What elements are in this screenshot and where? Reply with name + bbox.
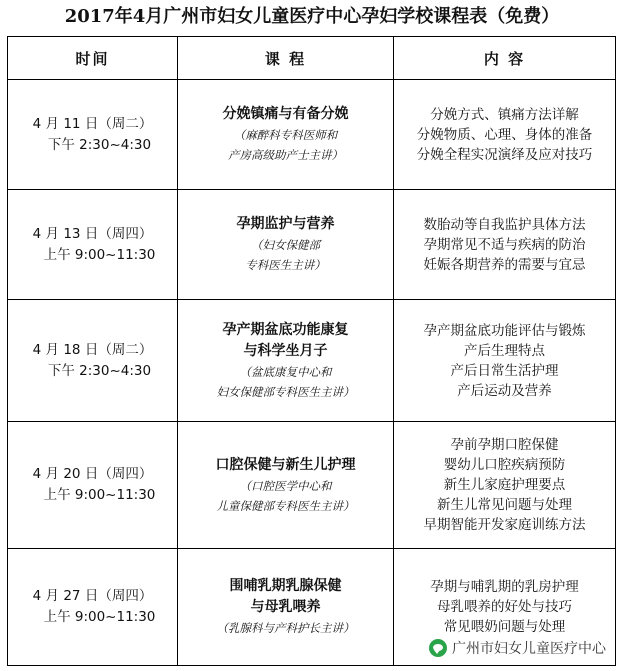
content-cell [394, 422, 616, 549]
course-name: 与母乳喂养 [250, 599, 321, 615]
time-cell [8, 80, 178, 190]
course-cell [178, 549, 394, 666]
content-item: 分娩方式、镇痛方法详解 [430, 106, 579, 123]
session-time: 上午 9:00~11:30 [43, 246, 156, 263]
time-cell [8, 549, 178, 666]
content-cell [394, 300, 616, 422]
course-name: 与科学坐月子 [243, 342, 328, 359]
course-name: 口腔保健与新生儿护理 [215, 456, 356, 473]
content-item: 婴幼儿口腔疾病预防 [443, 457, 566, 473]
course-name: 孕期监护与营养 [236, 216, 335, 232]
course-cell [178, 300, 394, 422]
session-date: 4 月 20 日（周四） [32, 466, 153, 482]
session-date: 4 月 18 日（周二） [32, 341, 153, 358]
content-item: 新生儿家庭护理要点 [443, 477, 566, 493]
content-item: 孕产期盆底功能评估与锻炼 [423, 322, 586, 339]
content-item: 数胎动等自我监护具体方法 [423, 216, 586, 233]
session-time: 上午 9:00~11:30 [43, 487, 156, 503]
content-item: 产后生理特点 [464, 342, 545, 359]
time-cell [8, 300, 178, 422]
course-cell [178, 422, 394, 549]
source-watermark [425, 637, 610, 659]
course-schedule-table [7, 36, 616, 666]
header-course: 课 程 [178, 37, 394, 80]
time-cell [8, 422, 178, 549]
session-date: 4 月 27 日（周四） [32, 588, 153, 604]
course-lecturer: 产房高级助产士主讲） [228, 148, 343, 162]
course-name: 分娩镇痛与有备分娩 [222, 106, 349, 122]
content-item: 妊娠各期营养的需要与宜忌 [423, 256, 586, 273]
course-lecturer: 专科医生主讲） [245, 258, 326, 272]
content-item: 新生儿常见问题与处理 [437, 497, 572, 513]
table-row [8, 300, 616, 422]
content-item: 孕前孕期口腔保健 [450, 437, 559, 453]
content-item: 母乳喂养的好处与技巧 [437, 599, 572, 615]
course-lecturer: （麻醉科专科医师和 [233, 128, 338, 142]
session-date: 4 月 11 日（周二） [32, 115, 153, 132]
watermark-text: 广州市妇女儿童医疗中心 [452, 641, 606, 657]
course-lecturer: 儿童保健部专科医生主讲） [216, 498, 355, 513]
course-cell [178, 80, 394, 190]
table-row [8, 80, 616, 190]
content-cell [394, 80, 616, 190]
header-time: 时间 [8, 37, 178, 80]
course-name: 孕产期盆底功能康复 [222, 321, 349, 338]
table-row [8, 422, 616, 549]
header-content: 内 容 [394, 37, 616, 80]
session-time: 上午 9:00~11:30 [43, 609, 156, 625]
course-lecturer: （口腔医学中心和 [239, 478, 332, 493]
table-row [8, 190, 616, 300]
content-item: 分娩物质、心理、身体的准备 [416, 126, 593, 143]
course-lecturer: （乳腺科与产科护长主讲） [216, 621, 355, 635]
wechat-logo-icon [429, 639, 447, 657]
content-item: 早期智能开发家庭训练方法 [423, 517, 586, 533]
course-lecturer: 妇女保健部专科医生主讲） [216, 384, 355, 399]
course-cell [178, 190, 394, 300]
content-item: 常见喂奶问题与处理 [443, 619, 566, 635]
course-lecturer: （妇女保健部 [251, 238, 320, 252]
table-header-row [8, 37, 616, 80]
content-item: 分娩全程实况演绎及应对技巧 [416, 146, 593, 163]
time-cell [8, 190, 178, 300]
page-title: 2017年4月广州市妇女儿童医疗中心孕妇学校课程表（免费） [64, 6, 560, 27]
content-item: 产后运动及营养 [457, 382, 552, 399]
content-cell [394, 190, 616, 300]
session-time: 下午 2:30~4:30 [47, 136, 152, 153]
session-date: 4 月 13 日（周四） [32, 225, 153, 242]
content-item: 孕期与哺乳期的乳房护理 [430, 579, 579, 595]
content-item: 产后日常生活护理 [450, 362, 559, 379]
session-time: 下午 2:30~4:30 [47, 362, 152, 379]
course-lecturer: （盆底康复中心和 [239, 364, 332, 379]
course-name: 围哺乳期乳腺保健 [229, 578, 342, 594]
content-item: 孕期常见不适与疾病的防治 [423, 236, 586, 253]
